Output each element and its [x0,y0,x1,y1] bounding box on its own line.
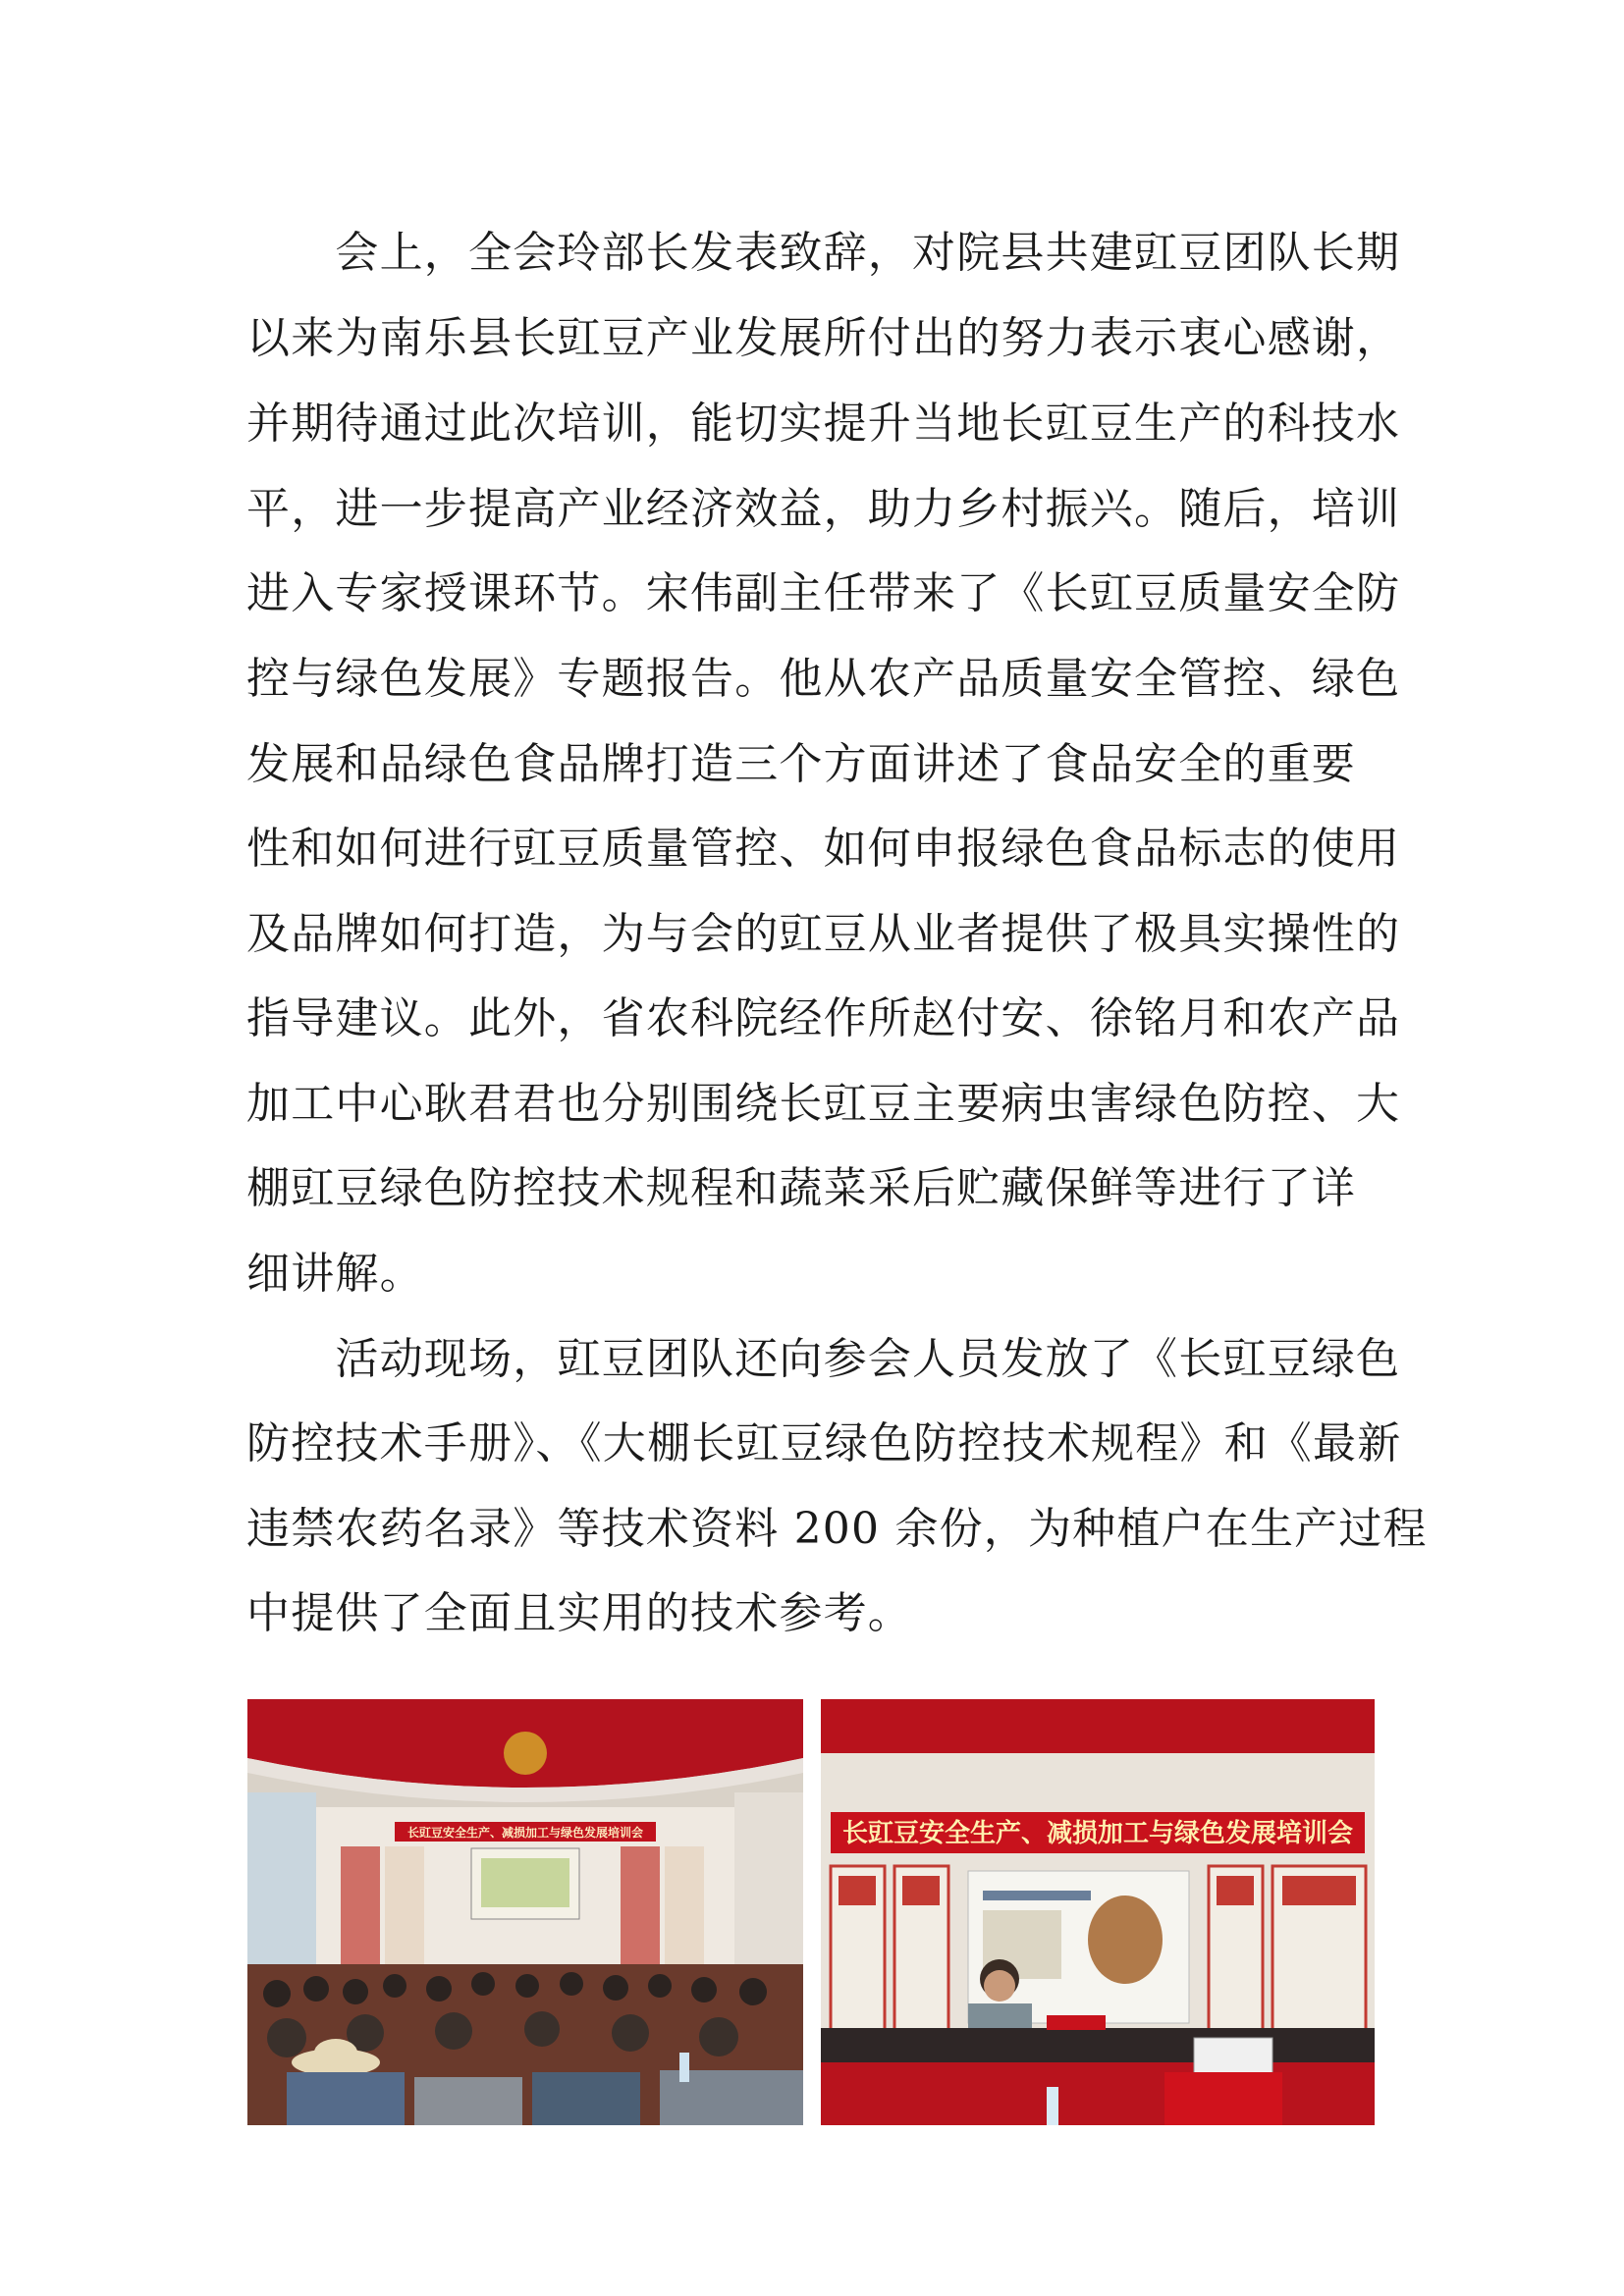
photo-training-audience-image [247,1699,803,2125]
text-line: 控与绿色发展》专题报告。他从农产品质量安全管控、绿色 [246,654,1401,704]
text-line: 棚豇豆绿色防控技术规程和蔬菜采后贮藏保鲜等进行了详 [246,1163,1356,1213]
text-line: 进入专家授课环节。宋伟副主任带来了《长豇豆质量安全防 [246,568,1401,618]
text-line: 发展和品绿色食品牌打造三个方面讲述了食品安全的重要 [246,739,1356,789]
text-line: 中提供了全面且实用的技术参考。 [246,1588,912,1638]
text-line: 以来为南乐县长豇豆产业发展所付出的努力表示衷心感谢， [246,313,1401,363]
right-banner-text: 长豇豆安全生产、减损加工与绿色发展培训会 [841,1819,1354,1848]
photo-expert-lecture [821,1699,1375,2125]
left-banner-text: 长豇豆安全生产、减损加工与绿色发展培训会 [406,1826,644,1840]
text-line: 会上，全会玲部长发表致辞，对院县共建豇豆团队长期 [246,228,1401,278]
text-line: 活动现场，豇豆团队还向参会人员发放了《长豇豆绿色 [246,1334,1401,1384]
text-line: 并期待通过此次培训，能切实提升当地长豇豆生产的科技水 [246,399,1401,449]
text-line: 加工中心耿君君也分别围绕长豇豆主要病虫害绿色防控、大 [246,1079,1401,1129]
text-line: 指导建议。此外，省农科院经作所赵付安、徐铭月和农产品 [246,993,1401,1043]
text-line: 平，进一步提高产业经济效益，助力乡村振兴。随后，培训 [246,484,1401,534]
text-line: 细讲解。 [246,1249,424,1299]
photo-expert-lecture-image [821,1699,1375,2125]
photo-training-audience [247,1699,803,2125]
text-line: 及品牌如何打造，为与会的豇豆从业者提供了极具实操性的 [246,909,1401,959]
text-line: 防控技术手册》、《大棚长豇豆绿色防控技术规程》和《最新 [246,1418,1402,1468]
text-line: 性和如何进行豇豆质量管控、如何申报绿色食品标志的使用 [246,824,1401,874]
text-line: 违禁农药名录》等技术资料 200 余份，为种植户在生产过程 [246,1504,1428,1554]
